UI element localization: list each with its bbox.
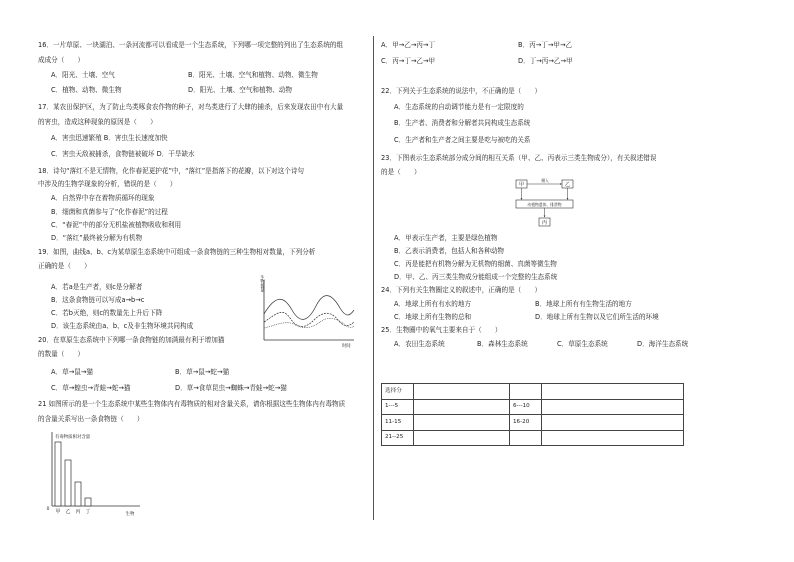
q23-option-b: B．乙表示消费者，包括人和各种动物 [394,247,505,255]
score-cell [414,399,510,415]
q20-option-b: B．草→鼠→蛇→猫 [175,368,230,376]
box-remains-label: 动植物遗体、排泄物 [527,201,562,207]
q18-option-b: B．细菌和真菌参与了“化作春泥”的过程 [51,208,168,216]
q16-option-c: C．植物、动物、微生物 [51,86,122,94]
q21-option-d: D．丁→丙→乙→甲 [518,57,573,65]
q19-option-b: B．这条食物链可以写成a→b→c [51,296,145,304]
q23-option-d: D．甲、乙、丙三类生物成分能组成一个完整的生态系统 [394,273,558,281]
toxin-bar-chart [40,430,150,520]
q23-option-c: C．丙是能把有机物分解为无机物的细菌、真菌等微生物 [394,260,557,268]
q16-option-b: B．阳光、土壤、空气和植物、动物、微生物 [188,71,318,79]
q20-option-c: C．草→蝗虫→青蛙→蛇→猫 [51,384,131,392]
q24-option-a: A．地球上所有有水的地方 [394,300,472,308]
score-table [381,383,684,446]
score-range-cell: 21--25 [382,430,414,446]
score-table-row [382,430,684,446]
q24-option-c: C．地球上所有生物的总和 [394,313,472,321]
q18-option-c: C．“春泥”中的部分无机盐被植物吸收和利用 [51,221,182,229]
score-table-row [382,415,684,431]
q23-stem-line1: 23．下图表示生态系统部分成分间的相互关系（甲、乙、丙表示三类生物成分），有关叙述错误 [381,154,657,162]
q24-option-d: D．地球上所有生物以及它们所生活的环境 [535,313,659,321]
score-header-cell: 选择分 [382,384,414,400]
population-curve-graph [258,276,358,348]
ecosystem-relationship-diagram [510,177,580,233]
q19-stem-line1: 19．如图，曲线a、b、c为某草原生态系统中可组成一条食物链的三种生物相对数量，下列分析 [38,248,316,256]
q21-stem-line1: 21 如图所示的是一个生态系统中某些生物体内有毒物质的相对含量关系，请你根据这些生物体内有毒物质 [38,400,346,408]
q22-option-b: B．生产者、消费者和分解者共同构成生态系统 [394,119,531,127]
score-table-row [382,384,684,400]
q25-option-d: D．海洋生态系统 [637,340,689,348]
q21-option-a: A．甲→乙→丙→丁 [381,41,436,49]
score-range-cell: 1---5 [382,399,414,415]
score-cell [414,384,510,400]
box-bing-label: 丙 [541,220,548,227]
q22-stem: 22．下列关于生态系统的说法中，不正确的是（ ） [381,87,542,95]
q21-option-c: C．丙→丁→乙→甲 [381,57,436,65]
graph-y-label: 生物数量 [259,275,265,293]
column-divider [373,36,374,520]
q21-stem-line2: 的含量关系写出一条食物链（ ） [38,415,144,423]
score-cell [542,415,684,431]
bar-label-3: 丁 [85,509,91,515]
q17-stem-line2: 的害虫，造成这种现象的原因是（ ） [38,118,157,126]
q16-option-d: D．阳光、土壤、空气和植物、动物 [188,86,292,94]
graph-x-label: 时间 [342,344,351,349]
q16-option-a: A．阳光、土壤、空气 [51,71,115,79]
q18-option-a: A．自然界中存在着物质循环的现象 [51,194,155,202]
q18-option-d: D．“落红”最终被分解为有机物 [51,234,143,242]
q23-option-a: A．甲表示生产者，主要是绿色植物 [394,234,498,242]
score-range-cell: 6---10 [510,399,542,415]
q19-stem-line2: 正确的是（ ） [38,262,91,270]
score-range-cell [510,430,542,446]
q19-option-a: A．若a是生产者，则c是分解者 [51,283,143,291]
bar-label-2: 丙 [75,509,81,515]
score-cell [414,415,510,431]
score-range-cell: 16-20 [510,415,542,431]
bar-label-1: 乙 [65,509,71,515]
bar-3 [85,498,91,506]
chart-x-axis-label: 生物 [125,512,135,517]
score-range-cell: 11-15 [382,415,414,431]
score-table-row [382,399,684,415]
q25-option-b: B．森林生态系统 [477,340,528,348]
arrow-label-intake: 摄入 [541,178,549,183]
q22-option-c: C．生产者和生产者之间主要是吃与被吃的关系 [394,136,531,144]
q25-option-c: C．草原生态系统 [557,340,608,348]
score-cell [510,384,542,400]
q18-stem-line2: 中涉及的生物学现象的分析，错误的是（ ） [38,180,177,188]
chart-title: 有毒物质相对含量 [55,435,91,440]
q16-stem-line2: 成成分（ ） [38,56,85,64]
q17-stem-line1: 17．某农田保护区，为了防止鸟类啄食农作物的种子，对鸟类进行了大肆的捕杀，后来发现农田中有大量 [38,103,344,111]
q25-stem: 25．生物圈中的氧气主要来自于（ ） [381,326,502,334]
q25-option-a: A．农田生态系统 [394,340,445,348]
q17-option-a: A．害虫迅速繁殖 B．害虫生长速度加快 [51,134,168,142]
box-yi-label: 乙 [564,182,571,189]
q23-stem-line2: 的是（ ） [381,168,421,176]
score-cell [542,430,684,446]
curve-c [264,318,354,328]
q17-option-c: C．害虫天敌被捕杀，食物链被破坏 D．干旱缺水 [51,150,195,158]
q20-option-d: D．草→食草昆虫→蜘蛛→青蛙→蛇→猫 [175,384,287,392]
score-cell [542,384,684,400]
q24-stem: 24．下列有关生物圈定义的叙述中，正确的是（ ） [381,286,542,294]
curve-b [264,312,354,326]
bar-1 [65,460,71,506]
q19-option-d: D．该生态系统由a、b、c及非生物环境共同构成 [51,322,194,330]
score-cell [414,430,510,446]
q19-option-c: C．若b灭绝，则c的数量先上升后下降 [51,309,163,317]
q21-option-b: B．丙→丁→甲→乙 [518,41,573,49]
box-jia-label: 甲 [518,182,525,189]
q22-option-a: A．生态系统的自动调节能力是有一定限度的 [394,103,524,111]
chart-origin-label: 0 [46,507,50,512]
score-cell [542,399,684,415]
q20-stem-line1: 20．在草原生态系统中下列哪一条食物链的加满最有利于增加猫 [38,336,225,344]
q24-option-b: B．地球上所有有生物生活的地方 [535,300,632,308]
bar-2 [75,482,81,506]
q18-stem-line1: 18．诗句“落红不是无情物，化作春泥更护花”中，“落红”是指落下的花瓣，以下对这个诗句 [38,167,305,175]
q16-stem-line1: 16．一片草原、一块湖泊、一条河流都可以看成是一个生态系统，下列哪一项完整的列出了生态系统的组 [38,41,344,49]
q20-option-a: A．草→鼠→猫 [51,368,93,376]
bar-label-0: 甲 [55,509,61,515]
curve-a [264,296,354,320]
bar-0 [55,442,61,506]
q20-stem-line2: 的数量（ ） [38,350,85,358]
